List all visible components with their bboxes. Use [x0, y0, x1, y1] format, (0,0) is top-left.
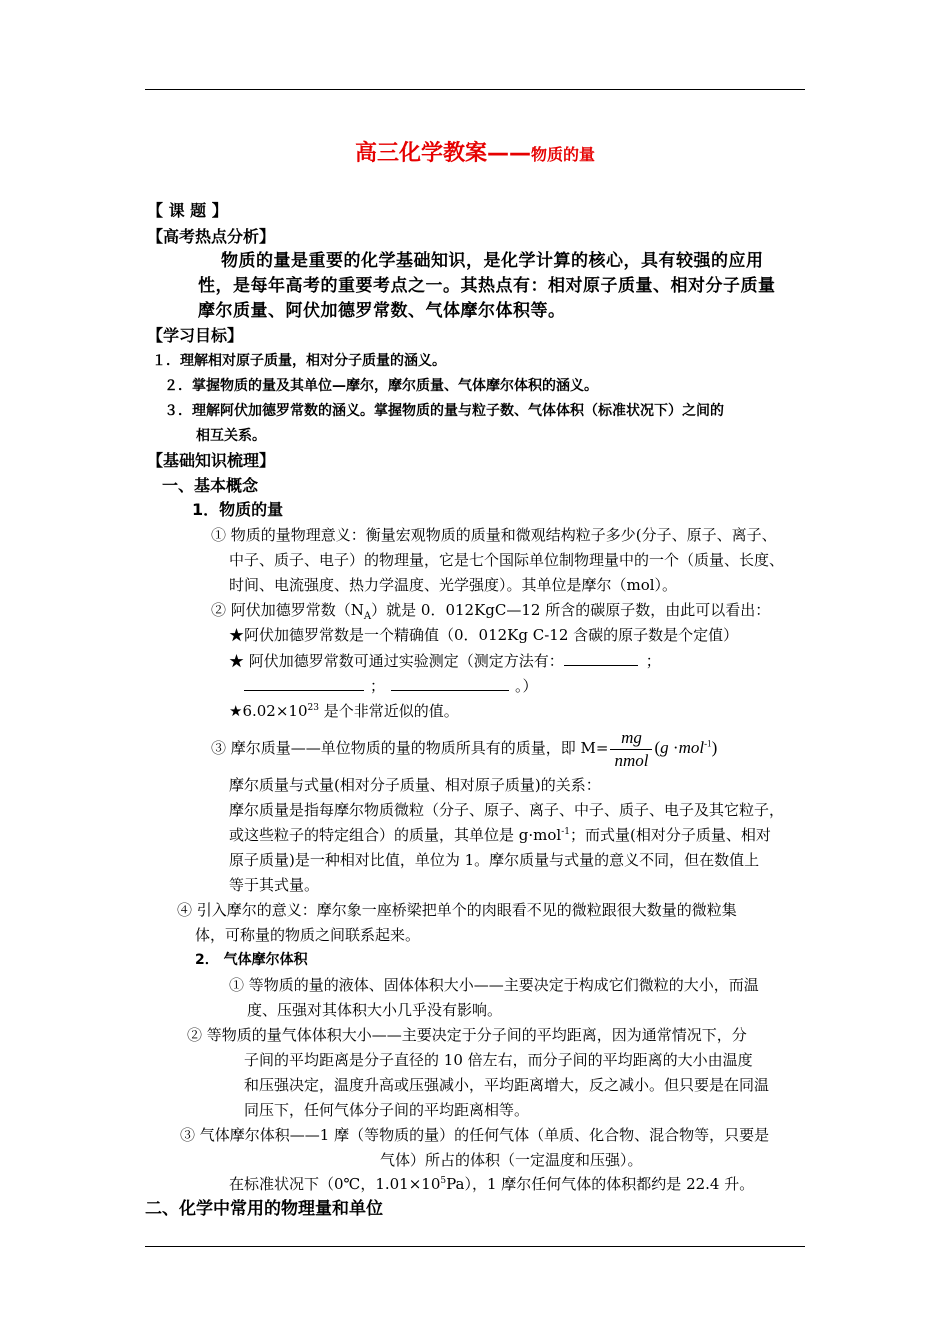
p3-line-2-sup: -1 [561, 827, 570, 837]
heading-basics: 【基础知识梳理】 [147, 451, 276, 470]
goal-2: ２．掌握物质的量及其单位—摩尔，摩尔质量、气体摩尔体积的涵义。 [164, 378, 598, 394]
p3-line-2 [229, 825, 771, 845]
bottom-rule [145, 1246, 805, 1247]
p3-pre: ③ 摩尔质量——单位物质的量的物质所具有的质量，即 M= [211, 739, 609, 757]
g3-line-1: ③ 气体摩尔体积——1 摩（等物质的量）的任何气体（单质、化合物、混合物等，只要是 [180, 1126, 770, 1144]
p2-post: ）就是 0．012KgC—12 所含的碳原子数，由此可以看出： [371, 601, 771, 619]
star-3 [229, 701, 459, 721]
g2-line-1: ② 等物质的量气体体积大小——主要决定于分子间的平均距离，因为通常情况下，分 [187, 1026, 747, 1044]
p1-line-2: 中子、质子、电子）的物理量，它是七个国际单位制物理量中的一个（质量、长度、 [229, 551, 785, 569]
star-2 [229, 651, 661, 671]
p3-line-2-pre: 或这些粒子的特定组合）的质量，其单位是 g·mol [229, 826, 562, 844]
p2-pre: ② 阿伏加德罗常数（N [211, 601, 364, 619]
p3-relation: 摩尔质量与式量(相对分子质量、相对原子质量)的关系： [229, 776, 601, 794]
unit-mol: mol [678, 738, 705, 757]
star-2-sep2: ； [370, 677, 386, 695]
heading-topic: 【 课 题 】 [147, 201, 228, 220]
p3-line-1: 摩尔质量是指每摩尔物质微粒（分子、原子、离子、中子、质子、电子及其它粒子， [229, 801, 785, 819]
g4-post: Pa），1 摩尔任何气体的体积都约是 22.4 升。 [446, 1175, 755, 1193]
goal-1: １．理解相对原子质量，相对分子质量的涵义。 [152, 353, 446, 369]
section1-heading: 一、基本概念 [162, 476, 259, 495]
p3-line-3: 原子质量)是一种相对比值，单位为 1。摩尔质量与式量的意义不同，但在数值上 [229, 851, 760, 869]
goal-3-cont: 相互关系。 [196, 428, 266, 444]
star-2-end: 。） [515, 677, 538, 695]
star-2-sep: ； [645, 652, 661, 670]
star-3-sup: 23 [307, 703, 319, 713]
p1-line-3: 时间、电流强度、热力学温度、光学强度）。其单位是摩尔（mol）。 [229, 576, 678, 594]
p2-line [211, 600, 770, 620]
g4-line [229, 1174, 754, 1194]
method-blank-3 [391, 676, 509, 691]
sub1-heading: 1．物质的量 [192, 500, 284, 519]
molar-mass-fraction [610, 727, 652, 772]
star-1: ★阿伏加德罗常数是一个精确值（0．012Kg C-12 含碳的原子数是个定值） [229, 626, 739, 644]
heading-hotspot: 【高考热点分析】 [147, 227, 276, 246]
g3-line-2: 气体）所占的体积（一定温度和压强）。 [380, 1151, 643, 1169]
p4-line-1: ④ 引入摩尔的意义：摩尔象一座桥梁把单个的肉眼看不见的微粒跟很大数量的微粒集 [177, 901, 737, 919]
unit-exp: -1 [704, 738, 712, 749]
g2-line-2: 子间的平均距离是分子直径的 10 倍左右，而分子间的平均距离的大小由温度 [244, 1051, 753, 1069]
page-title [0, 136, 950, 167]
title-sub: 物质的量 [531, 145, 596, 164]
g4-sup: 5 [440, 1176, 447, 1186]
g4-pre: 在标准状况下（0℃，1.01×10 [229, 1175, 441, 1193]
p3-line-2-post: ；而式量(相对分子质量、相对 [569, 826, 771, 844]
star-3-pre: ★6.02×10 [229, 702, 308, 720]
g2-line-3: 和压强决定，温度升高或压强减小，平均距离增大，反之减小。但只要是在同温 [244, 1076, 770, 1094]
star-2-cont [244, 676, 538, 696]
g2-line-4: 同压下，任何气体分子间的平均距离相等。 [244, 1101, 530, 1119]
p2-sub: A [363, 611, 372, 622]
p3-line-4: 等于其式量。 [229, 876, 320, 894]
star-3-post: 是个非常近似的值。 [318, 702, 459, 720]
molar-mass-unit: (g ·mol$^{-1}$) [654, 738, 718, 757]
hotspot-line-2: 性，是每年高考的重要考点之一。其热点有：相对原子质量、相对分子质量 [198, 276, 776, 296]
hotspot-line-1: 物质的量是重要的化学基础知识，是化学计算的核心，具有较强的应用 [221, 251, 764, 271]
star-2-text: ★ 阿伏加德罗常数可通过实验测定（测定方法有： [229, 652, 564, 670]
method-blank-1 [564, 651, 638, 666]
top-rule [145, 89, 805, 90]
heading-goals: 【学习目标】 [147, 326, 244, 345]
section2-heading: 二、化学中常用的物理量和单位 [145, 1199, 383, 1219]
p1-line-1: ① 物质的量物理意义：衡量宏观物质的质量和微观结构粒子多少(分子、原子、离子、 [211, 526, 777, 544]
method-blank-2 [244, 676, 364, 691]
unit-g: g [660, 738, 669, 757]
p4-line-2: 体，可称量的物质之间联系起来。 [195, 926, 421, 944]
fraction-numerator: mg [610, 727, 652, 750]
g1-line-1: ① 等物质的量的液体、固体体积大小——主要决定于构成它们微粒的大小，而温 [229, 976, 759, 994]
g1-line-2: 度、压强对其体积大小几乎没有影响。 [247, 1001, 503, 1019]
hotspot-line-3: 摩尔质量、阿伏加德罗常数、气体摩尔体积等。 [198, 301, 566, 321]
p3-formula-line [211, 724, 717, 772]
goal-3: ３．理解阿伏加德罗常数的涵义。掌握物质的量与粒子数、气体体积（标准状况下）之间的 [164, 403, 724, 419]
fraction-denominator: nmol [614, 750, 649, 770]
sub2-heading: 2． 气体摩尔体积 [195, 952, 308, 968]
title-main: 高三化学教案—— [354, 141, 531, 166]
